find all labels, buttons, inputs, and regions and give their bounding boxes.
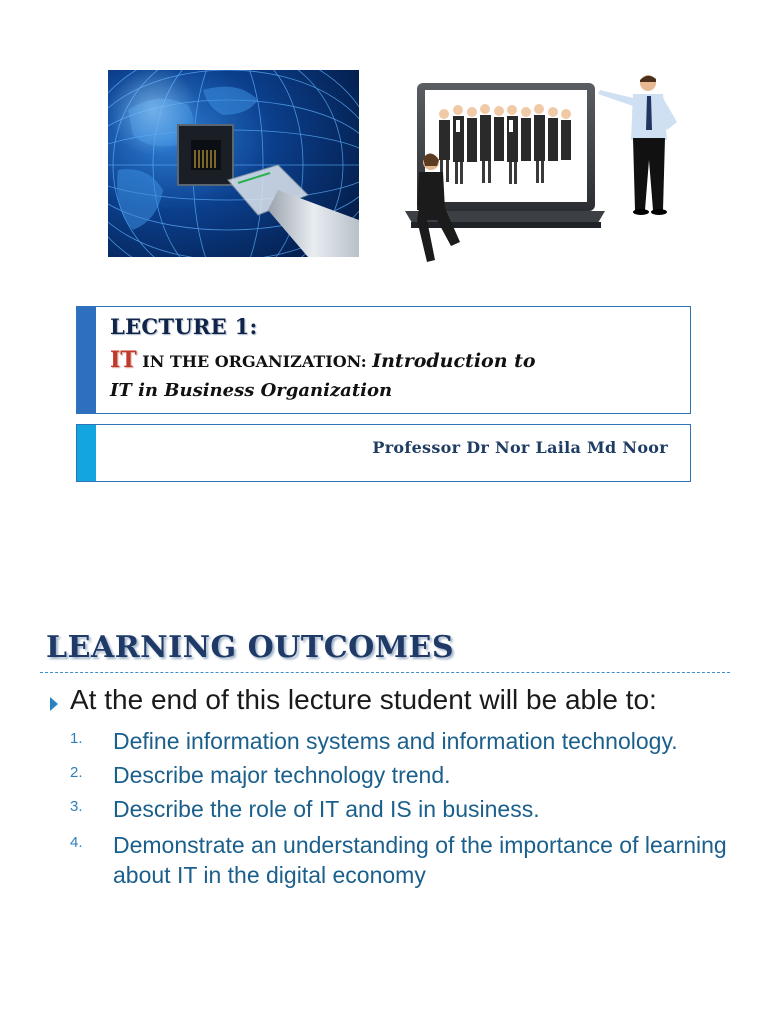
- title-accent-bar: [77, 307, 96, 413]
- author-name: Professor Dr Nor Laila Md Noor: [372, 438, 668, 457]
- outcome-text: Describe major technology trend.: [113, 762, 451, 788]
- globe-network-cable-image: [108, 70, 359, 257]
- learning-outcomes-intro: At the end of this lecture student will be able to:: [70, 684, 657, 715]
- outcome-number: 3.: [70, 798, 83, 815]
- heading-divider: [40, 672, 730, 673]
- outcome-number: 2.: [70, 764, 83, 781]
- author-accent-bar: [77, 425, 96, 481]
- lecture-title-line-1: [110, 347, 536, 373]
- outcome-text: Demonstrate an understanding of the importance of learning about IT in the digital economy: [113, 832, 727, 888]
- outcome-text: Describe the role of IT and IS in business.: [113, 796, 540, 822]
- lecture-title-line-2: IT in Business Organization: [110, 380, 393, 401]
- lecture-number: LECTURE 1:: [110, 314, 258, 339]
- title-introduction: Introduction to: [372, 350, 536, 372]
- learning-outcomes-heading: LEARNING OUTCOMES: [46, 630, 454, 665]
- outcome-text: Define information systems and information technology.: [113, 728, 678, 754]
- triangle-bullet-icon: [50, 697, 58, 711]
- outcome-number: 4.: [70, 834, 83, 851]
- outcome-number: 1.: [70, 730, 83, 747]
- title-it-accent: IT: [110, 347, 137, 373]
- laptop-business-team-image: [405, 70, 690, 275]
- title-in-the-organization: IN THE ORGANIZATION:: [136, 352, 373, 371]
